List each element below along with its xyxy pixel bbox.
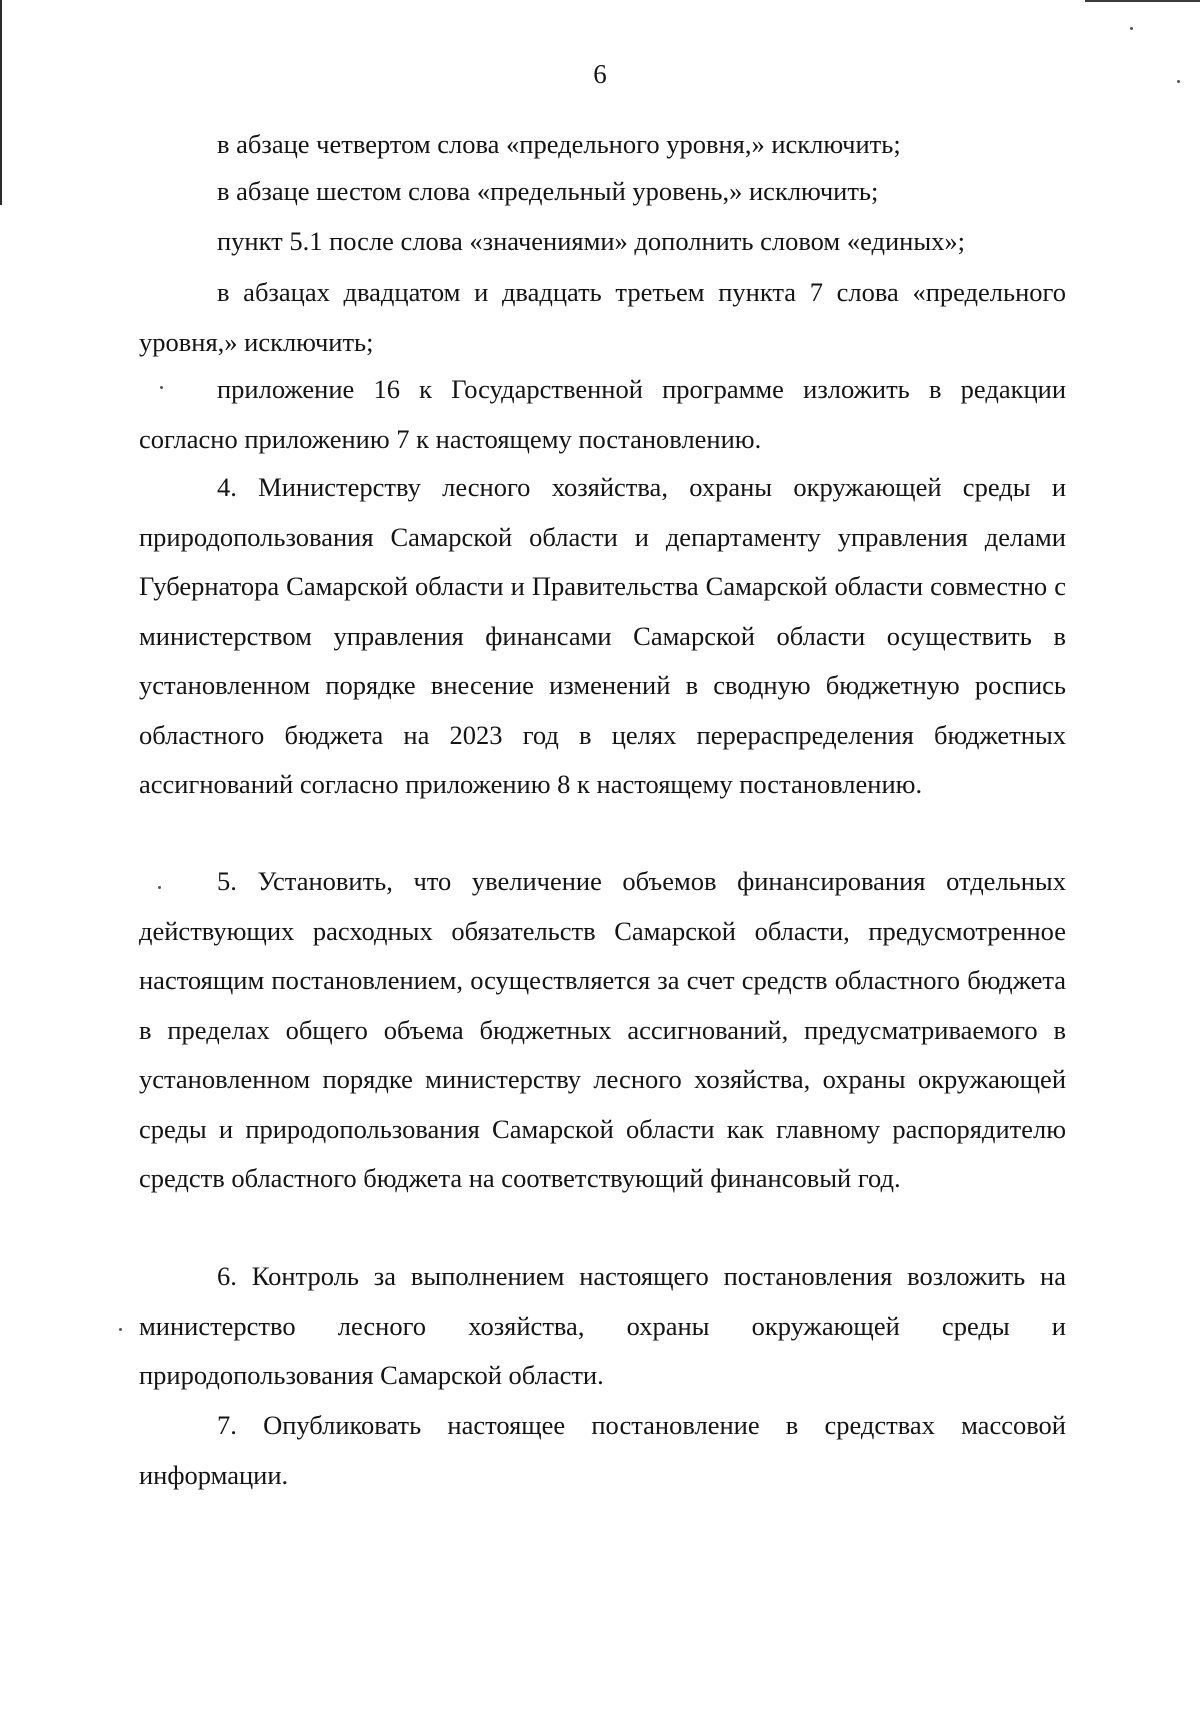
paragraph-1: в абзаце четвертом слова «предельного уровня,» исключить;	[217, 129, 901, 159]
paragraph-item-5: 5. Установить, что увеличение объемов финансирования отдельных действующих расходных обязательств Самарской области, предусмотренное настоящим постановлением, осуществляется за счет средств областного бюджета в пределах общего объема бюджетных ассигнований, предусматриваемого в установленном порядке министерству лесного хозяйства, охраны окружающей среды и природопользования Самарской области как главному распорядителю средств областного бюджета на соответствующий финансовый год.	[139, 866, 1066, 1193]
paragraph-3: пункт 5.1 после слова «значениями» дополнить словом «единых»;	[217, 226, 965, 256]
scan-speck	[1130, 27, 1133, 30]
paragraph-item-6: 6. Контроль за выполнением настоящего постановления возложить на министерство лесного хозяйства, охраны окружающей среды и природопользования Самарской области.	[139, 1261, 1066, 1390]
paragraph-5: приложение 16 к Государственной программе изложить в редакции согласно приложению 7 к настоящему постановлению.	[139, 374, 1066, 454]
paragraph-2: в абзаце шестом слова «предельный уровень,» исключить;	[217, 176, 879, 206]
scan-speck	[119, 1328, 122, 1331]
scan-edge-left	[0, 0, 2, 205]
page-number: 6	[593, 59, 607, 89]
paragraph-item-7: 7. Опубликовать настоящее постановление в средствах массовой информации.	[139, 1410, 1066, 1490]
paragraph-item-4: 4. Министерству лесного хозяйства, охраны окружающей среды и природопользования Самарской области и департаменту управления делами Губернатора Самарской области и Правительства Самарской области совместно с министерством управления финансами Самарской области осуществить в установленном порядке внесение изменений в сводную бюджетную роспись областного бюджета на 2023 год в целях перераспределения бюджетных ассигнований согласно приложению 8 к настоящему постановлению.	[139, 472, 1066, 799]
scan-edge-top	[1085, 0, 1200, 2]
paragraph-4: в абзацах двадцатом и двадцать третьем пункта 7 слова «предельного уровня,» исключить;	[139, 277, 1066, 357]
